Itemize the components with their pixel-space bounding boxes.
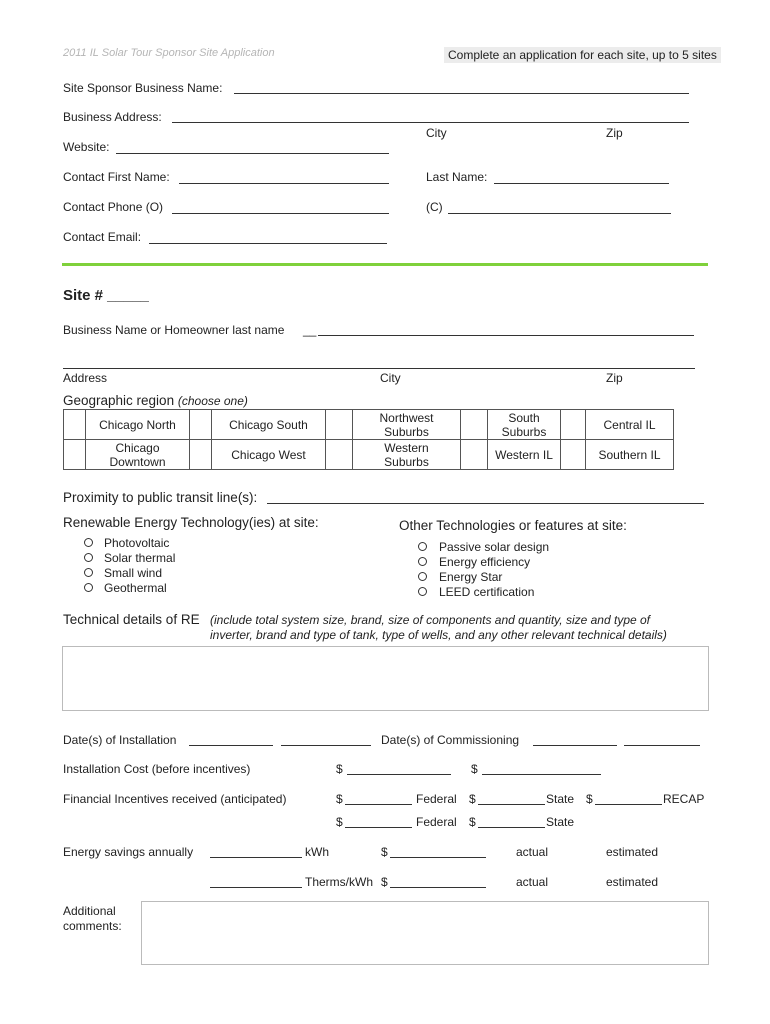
business-name-label: Site Sponsor Business Name: [63, 81, 223, 95]
option-small-wind: Small wind [104, 566, 163, 580]
federal-label-2: Federal [416, 815, 457, 829]
kwh-actual[interactable]: actual [516, 845, 549, 859]
commissioning-date-label: Date(s) of Commissioning [381, 733, 520, 747]
contact-first-name-field[interactable] [179, 183, 389, 184]
geographic-region-label [63, 393, 248, 408]
state-dollar-1: $ [469, 792, 476, 806]
region-northwest-suburbs-text: Northwest Suburbs [379, 410, 434, 439]
federal-field-2[interactable] [345, 827, 412, 828]
comments-label-2: comments: [63, 919, 122, 933]
section-divider [62, 263, 708, 266]
state-label-2: State [546, 815, 575, 829]
federal-dollar-1: $ [336, 792, 343, 806]
radio-passive-solar[interactable] [418, 542, 427, 551]
radio-energy-star[interactable] [418, 572, 427, 581]
kwh-estimated[interactable]: estimated [606, 845, 659, 859]
region-checkbox-western-il[interactable] [461, 440, 488, 470]
radio-solar-thermal[interactable] [84, 553, 93, 562]
region-checkbox-chicago-downtown[interactable] [64, 440, 86, 470]
therms-estimated[interactable]: estimated [606, 875, 659, 889]
region-checkbox-western-suburbs[interactable] [326, 440, 353, 470]
federal-field-1[interactable] [345, 804, 412, 805]
radio-energy-efficiency[interactable] [418, 557, 427, 566]
business-name-field[interactable] [234, 93, 689, 94]
kwh-dollar-field[interactable] [390, 857, 486, 858]
website-field[interactable] [116, 153, 389, 154]
geographic-region-text: Geographic region [63, 393, 175, 408]
contact-phone-field[interactable] [172, 213, 389, 214]
energy-savings-label: Energy savings annually [63, 845, 194, 859]
region-central-il: Central IL [586, 410, 674, 440]
region-northwest-suburbs [353, 410, 461, 440]
region-chicago-west: Chicago West [212, 440, 326, 470]
sponsor-zip-label: Zip [606, 126, 623, 140]
commissioning-date-field-1[interactable] [533, 745, 617, 746]
recap-dollar: $ [586, 792, 593, 806]
region-checkbox-northwest-suburbs[interactable] [326, 410, 353, 440]
contact-first-name-label: Contact First Name: [63, 170, 170, 184]
last-name-label: Last Name: [426, 170, 488, 184]
option-energy-efficiency: Energy efficiency [439, 555, 531, 569]
kwh-field[interactable] [210, 857, 302, 858]
region-checkbox-chicago-north[interactable] [64, 410, 86, 440]
cell-phone-field[interactable] [448, 213, 671, 214]
contact-email-label: Contact Email: [63, 230, 142, 244]
region-western-suburbs-text: Western Suburbs [384, 440, 429, 469]
region-checkbox-south-suburbs[interactable] [461, 410, 488, 440]
geographic-region-table [63, 409, 674, 470]
region-chicago-downtown-text: Chicago Downtown [109, 440, 166, 469]
recap-label: RECAP [663, 792, 705, 806]
contact-phone-label: Contact Phone (O) [63, 200, 164, 214]
radio-leed[interactable] [418, 587, 427, 596]
sponsor-city-label: City [426, 126, 447, 140]
region-western-suburbs [353, 440, 461, 470]
transit-label: Proximity to public transit line(s): [63, 490, 258, 505]
recap-field[interactable] [595, 804, 662, 805]
site-address-field[interactable] [63, 368, 695, 369]
state-label-1: State [546, 792, 575, 806]
option-solar-thermal: Solar thermal [104, 551, 176, 565]
cell-phone-label: (C) [426, 200, 443, 214]
installation-date-field-2[interactable] [281, 745, 371, 746]
region-chicago-downtown [86, 440, 190, 470]
installation-cost-label: Installation Cost (before incentives) [63, 762, 251, 776]
therms-actual[interactable]: actual [516, 875, 549, 889]
owner-name-prefix: __ [303, 323, 317, 337]
state-field-2[interactable] [478, 827, 545, 828]
other-technologies-label: Other Technologies or features at site: [399, 518, 627, 533]
federal-label-1: Federal [416, 792, 457, 806]
comments-label-1: Additional [63, 904, 116, 918]
region-checkbox-central-il[interactable] [561, 410, 586, 440]
commissioning-date-field-2[interactable] [624, 745, 700, 746]
state-dollar-2: $ [469, 815, 476, 829]
technical-details-hint-1: (include total system size, brand, size of components and quantity, size and type of [210, 613, 651, 627]
option-leed: LEED certification [439, 585, 535, 599]
technical-details-label: Technical details of RE [63, 612, 200, 627]
region-checkbox-chicago-south[interactable] [190, 410, 212, 440]
therms-dollar-field[interactable] [390, 887, 486, 888]
radio-small-wind[interactable] [84, 568, 93, 577]
website-label: Website: [63, 140, 110, 154]
site-address-label: Address [63, 371, 108, 385]
installation-date-field-1[interactable] [189, 745, 273, 746]
installation-cost-field-2[interactable] [482, 774, 601, 775]
installation-cost-field-1[interactable] [347, 774, 451, 775]
contact-email-field[interactable] [149, 243, 387, 244]
region-checkbox-chicago-west[interactable] [190, 440, 212, 470]
renewable-energy-label: Renewable Energy Technology(ies) at site: [63, 515, 319, 530]
radio-geothermal[interactable] [84, 583, 93, 592]
option-energy-star: Energy Star [439, 570, 503, 584]
site-number-label: Site # _____ [63, 287, 149, 304]
owner-name-field[interactable] [318, 335, 694, 336]
region-western-il: Western IL [488, 440, 561, 470]
instruction-note: Complete an application for each site, up to 5 sites [444, 47, 721, 63]
form-title: 2011 IL Solar Tour Sponsor Site Application [63, 47, 275, 59]
owner-name-label: Business Name or Homeowner last name [63, 323, 285, 337]
site-city-label: City [380, 371, 401, 385]
comments-textarea[interactable] [141, 901, 709, 965]
federal-dollar-2: $ [336, 815, 343, 829]
therms-field[interactable] [210, 887, 302, 888]
kwh-dollar: $ [381, 845, 388, 859]
last-name-field[interactable] [494, 183, 669, 184]
business-address-field[interactable] [172, 122, 689, 123]
incentives-label: Financial Incentives received (anticipated) [63, 792, 287, 806]
region-southern-il: Southern IL [586, 440, 674, 470]
region-chicago-south: Chicago South [212, 410, 326, 440]
installation-cost-dollar-1: $ [336, 762, 343, 776]
option-passive-solar: Passive solar design [439, 540, 550, 554]
technical-details-hint-2: inverter, brand and type of tank, type of wells, and any other relevant technical details) [210, 628, 667, 642]
site-zip-label: Zip [606, 371, 623, 385]
region-south-suburbs: South Suburbs [488, 410, 561, 440]
installation-date-label: Date(s) of Installation [63, 733, 177, 747]
option-photovoltaic: Photovoltaic [104, 536, 170, 550]
radio-photovoltaic[interactable] [84, 538, 93, 547]
transit-field[interactable] [267, 503, 704, 504]
region-checkbox-southern-il[interactable] [561, 440, 586, 470]
kwh-label: kWh [305, 845, 329, 859]
business-address-label: Business Address: [63, 110, 162, 124]
technical-details-textarea[interactable] [62, 646, 709, 711]
installation-cost-dollar-2: $ [471, 762, 478, 776]
geographic-region-hint: (choose one) [177, 394, 248, 408]
therms-dollar: $ [381, 875, 388, 889]
option-geothermal: Geothermal [104, 581, 167, 595]
therms-label: Therms/kWh [305, 875, 374, 889]
state-field-1[interactable] [478, 804, 545, 805]
region-chicago-north: Chicago North [86, 410, 190, 440]
